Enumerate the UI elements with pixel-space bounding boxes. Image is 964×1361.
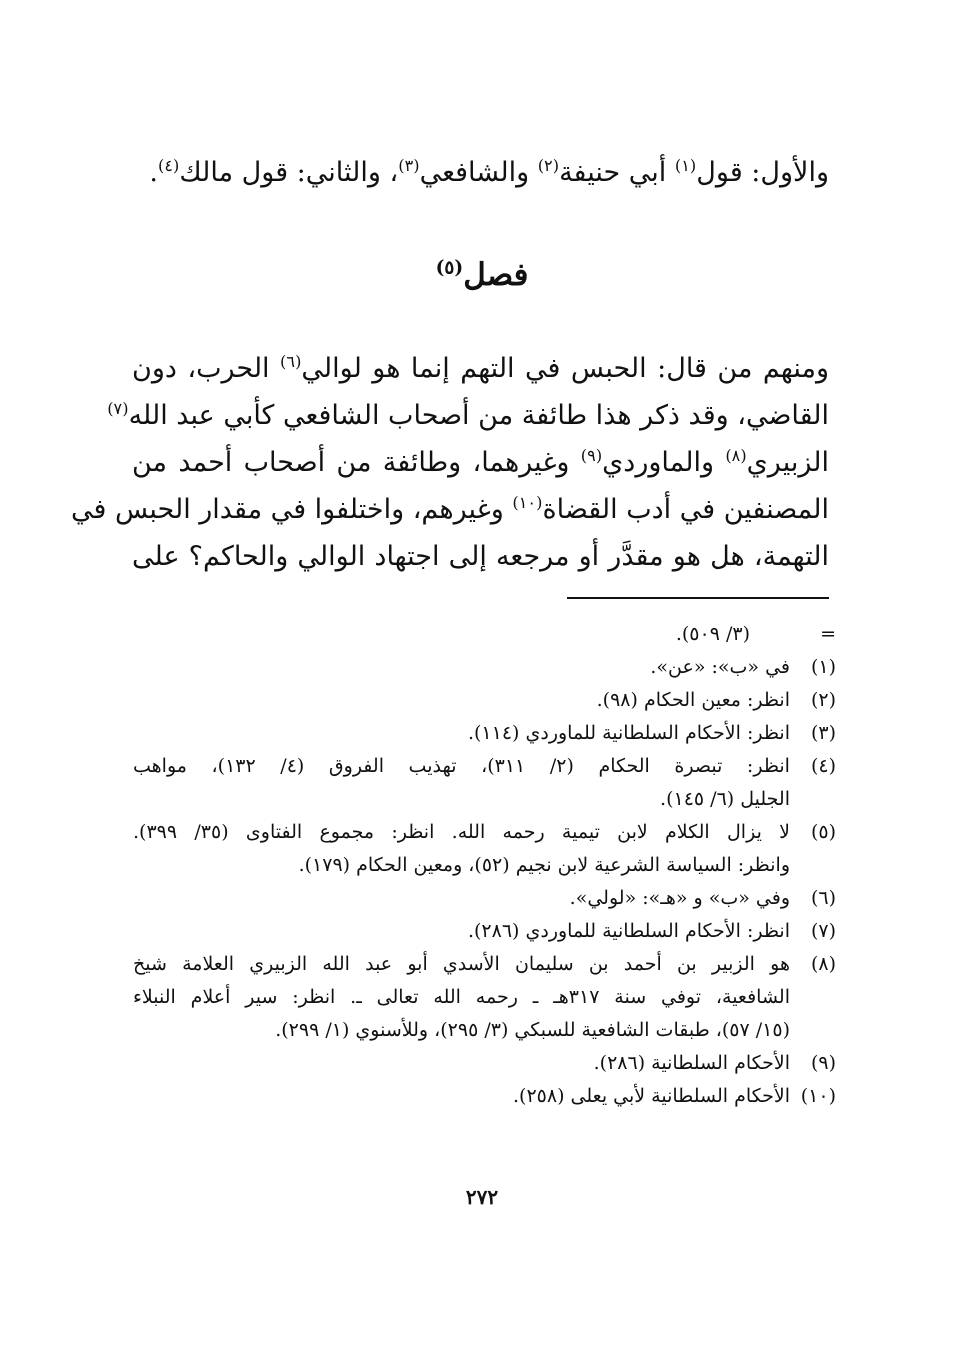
footnote-text — [133, 816, 790, 882]
text-segment: الزبيري — [746, 447, 829, 478]
footnote-ref[interactable]: (٥) — [435, 257, 464, 279]
continuation-marker: = — [820, 623, 836, 645]
footnote-ref[interactable]: (٤) — [158, 156, 180, 175]
text-segment: أبي حنيفة — [559, 157, 675, 188]
footnote-text — [133, 750, 790, 816]
page-number: ٢٧٢ — [465, 1185, 499, 1209]
footnote-text: الأحكام السلطانية لأبي يعلى (٢٥٨). — [513, 1085, 790, 1107]
text-segment: وغيرهما، وطائفة من أصحاب أحمد من — [132, 447, 581, 478]
footnote-ref[interactable]: (٧) — [107, 399, 129, 418]
footnote-ref[interactable]: (٦) — [280, 352, 302, 371]
text-segment: ومنهم من قال: الحبس في التهم إنما هو لوالي — [301, 353, 829, 384]
footnote-line: (١٥/ ٥٧)، طبقات الشافعية للسبكي (٣/ ٢٩٥)، وللأسنوي (١/ ٢٩٩). — [275, 1019, 790, 1041]
footnote-item — [133, 717, 836, 750]
footnote-text: انظر: الأحكام السلطانية للماوردي (١١٤). — [467, 722, 790, 744]
footnotes-section — [133, 618, 836, 1113]
text-segment: والشافعي — [419, 157, 538, 188]
body-line — [132, 533, 829, 580]
footnote-item — [133, 1080, 836, 1113]
body-line — [132, 439, 829, 486]
footnote-item — [133, 1047, 836, 1080]
footnote-number: (٨) — [810, 953, 836, 975]
text-segment: ، والثاني: قول مالك — [179, 157, 399, 188]
footnote-ref[interactable]: (١) — [674, 156, 697, 175]
text-segment: والأول: قول — [696, 157, 829, 188]
footnote-number: (٤) — [810, 755, 836, 777]
footnote-text: الأحكام السلطانية (٢٨٦). — [593, 1052, 790, 1074]
footnote-line: وانظر: السياسة الشرعية لابن نجيم (٥٢)، ومعين الحكام (١٧٩). — [298, 854, 790, 876]
text-segment: التهمة، هل هو مقدَّر أو مرجعه إلى اجتهاد الوالي والحاكم؟ على — [132, 541, 829, 572]
body-paragraph — [70, 345, 829, 580]
footnote-number: (٦) — [810, 887, 836, 909]
footnote-number: (٧) — [810, 920, 836, 942]
body-line — [107, 392, 829, 439]
footnote-text: (٣/ ٥٠٩). — [675, 623, 750, 645]
footnote-number: (٢) — [810, 689, 836, 711]
footnote-text: في «ب»: «عن». — [650, 656, 790, 678]
footnote-item — [133, 915, 836, 948]
footnote-number: (٩) — [810, 1052, 836, 1074]
body-line — [132, 345, 829, 392]
section-heading — [0, 250, 964, 300]
footnote-number: (٣) — [810, 722, 836, 744]
footnote-item — [133, 948, 836, 1047]
footnote-continuation — [133, 618, 836, 651]
footnote-line: انظر: تبصرة الحكام (٢/ ٣١١)، تهذيب الفروق (٤/ ١٣٢)، مواهب — [133, 755, 790, 777]
footnote-item — [133, 684, 836, 717]
body-line — [70, 486, 829, 533]
footnote-text — [133, 948, 790, 1047]
footnote-ref[interactable]: (١٠) — [512, 493, 543, 512]
footnote-item — [133, 750, 836, 816]
text-segment: الحرب، دون — [132, 353, 281, 384]
footnote-ref[interactable]: (٨) — [725, 446, 747, 465]
footnote-text: انظر: معين الحكام (٩٨). — [596, 689, 790, 711]
text-segment: . — [149, 157, 159, 188]
text-segment: المصنفين في أدب القضاة — [542, 494, 829, 525]
footnote-line: هو الزبير بن أحمد بن سليمان الأسدي أبو عبد الله الزبيري العلامة شيخ — [133, 953, 790, 975]
footnote-number: (١٠) — [800, 1085, 836, 1107]
footnote-item — [133, 816, 836, 882]
footnote-ref[interactable]: (٢) — [537, 156, 560, 175]
text-segment: والماوردي — [602, 447, 726, 478]
opening-sentence — [130, 150, 829, 196]
footnote-line: لا يزال الكلام لابن تيمية رحمه الله. انظر: مجموع الفتاوى (٣٥/ ٣٩٩). — [133, 821, 790, 843]
footnote-text: وفي «ب» و «هـ»: «لولي». — [569, 887, 790, 909]
footnote-number: (٥) — [810, 821, 836, 843]
text-segment: وغيرهم، واختلفوا في مقدار الحبس في — [70, 494, 513, 525]
text-segment: القاضي، وقد ذكر هذا طائفة من أصحاب الشافعي كأبي عبد الله — [128, 400, 829, 431]
footnote-ref[interactable]: (٩) — [580, 446, 603, 465]
footnote-separator — [567, 597, 829, 599]
footnote-ref[interactable]: (٣) — [398, 156, 420, 175]
footnote-line: الشافعية، توفي سنة ٣١٧هـ ـ رحمه الله تعالى ـ. انظر: سير أعلام النبلاء — [133, 986, 790, 1008]
footnote-item — [133, 882, 836, 915]
footnote-line: الجليل (٦/ ١٤٥). — [660, 788, 790, 810]
footnote-item — [133, 651, 836, 684]
footnote-number: (١) — [810, 656, 836, 678]
footnote-text: انظر: الأحكام السلطانية للماوردي (٢٨٦). — [467, 920, 790, 942]
heading-text: فصل — [463, 257, 529, 293]
